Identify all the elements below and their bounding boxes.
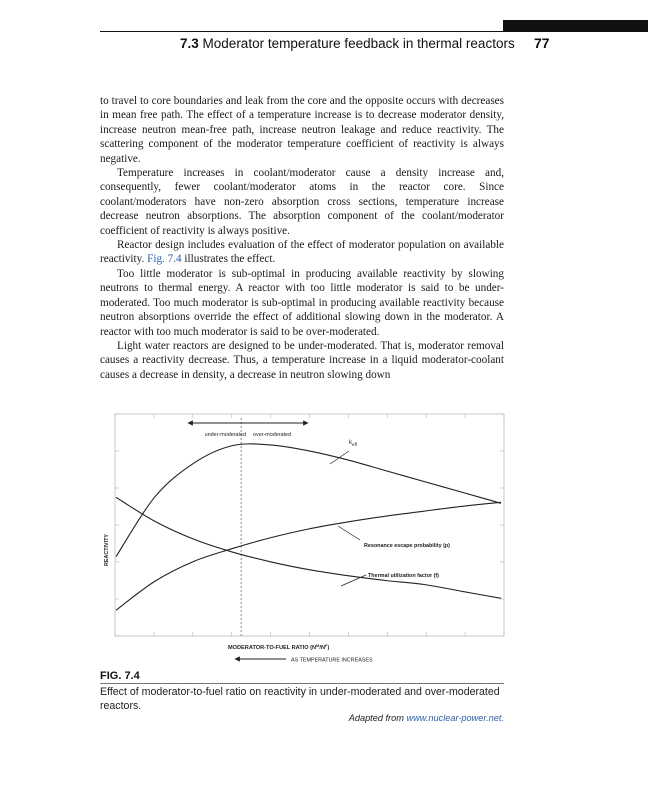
paragraph-5: Light water reactors are designed to be under-moderated. That is, moderator removal causes a reactivity decrease. Thus, a temperature increase in a liquid moderator-coolant causes a decrease in density, a decrease in neutron slowing down [100,339,504,381]
credit-prefix: Adapted from [348,713,404,723]
figure-link[interactable]: Fig. 7.4 [147,253,182,266]
curves [116,444,501,610]
paragraph-4: Too little moderator is sub-optimal in producing available reactivity by slowing neutrons to thermal energy. A reactor with too little moderator is said to be under-moderated. Too much moderator is sub-optimal in producing available reactivity because neutron absorptions override the effect of additional slowing down in the moderator. A reactor with too much moderator is said to be over-moderated. [100,267,504,338]
keff-k: k [349,440,352,446]
x-label-part3: ) [327,645,330,651]
x-label-sup1: M [316,643,320,648]
body-text [100,94,504,382]
y-axis-label: REACTIVITY [104,533,110,567]
paragraph-1: to travel to core boundaries and leak from the core and the opposite occurs with decreases in mean free path. The effect of a temperature increase is to decrease moderator density, increase neutron mean-free path, increase neutron leakage and reduce reactivity. The scattering component of the moderator temperature coefficient of reactivity is always negative. [100,95,504,165]
figure-caption-text: Effect of moderator-to-fuel ratio on reactivity in under-moderated and over-moderated reactors. [100,686,500,712]
credit-link[interactable]: www.nuclear-power.net. [406,713,504,723]
series-line-keff [116,444,501,557]
section-number: 7.3 [180,36,199,51]
plot-frame [115,414,504,636]
keff-sub: eff [352,442,357,447]
section-title: Moderator temperature feedback in thermal reactors [202,36,515,51]
under-moderated-label: under-moderated [204,432,246,438]
paragraph-3-text-end: illustrates the effect. [184,253,276,266]
reactivity-chart [96,408,508,670]
thermal-utilization-label: Thermal utilization factor (f) [368,573,439,579]
keff-pointer [330,451,349,464]
x-label-part1: MODERATOR-TO-FUEL RATIO (N [228,645,317,651]
keff-label [349,440,358,447]
temperature-arrow-label: AS TEMPERATURE INCREASES [291,657,373,664]
resonance-escape-label: Resonance escape probability (p) [364,543,450,549]
paragraph-2: Temperature increases in coolant/moderator cause a density increase and, consequently, fewer coolant/moderator atoms in the reactor core. Since coolant/moderators have non-zero absorption cross sections, temperature increase decrease neutron absorptions. The absorption component of the coolant/moderator coefficient of reactivity is always positive. [100,167,504,237]
x-label-part2: /N [319,645,325,651]
x-label-sup2: F [324,643,328,648]
figure-credit [300,713,504,723]
frame-ticks [115,414,504,636]
running-head [180,36,515,51]
header-bar [503,20,648,31]
paragraph-3-text: Reactor design includes evaluation of the effect of moderator population on available reactivity. [100,239,504,266]
resonance-escape-pointer [338,526,360,540]
page-number: 77 [534,35,550,51]
figure-caption-label: FIG. 7.4 [100,670,140,682]
x-axis-label [228,643,329,651]
paragraph-3 [100,238,504,267]
series-line-resonance-escape [116,502,501,610]
header-rule [100,31,648,32]
caption-rule [100,683,504,684]
over-moderated-label: over-moderated [253,432,292,438]
